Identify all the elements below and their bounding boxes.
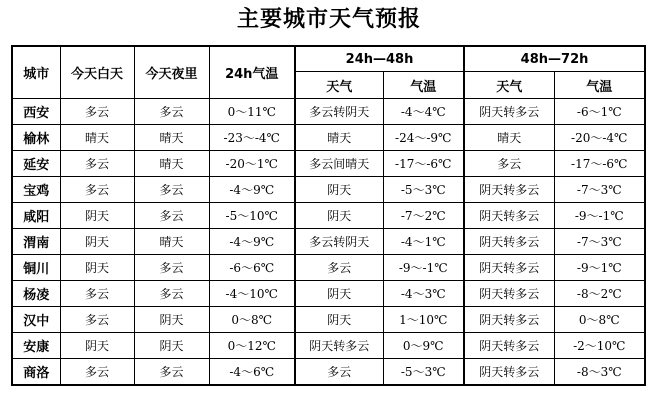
- weather-48-72: 阴天转多云: [464, 177, 554, 203]
- temp-24-48: -17～-6℃: [383, 151, 464, 177]
- temp-24h: 0～8℃: [209, 307, 295, 333]
- temp-24h: -6～6℃: [209, 255, 295, 281]
- page-title: 主要城市天气预报: [236, 7, 421, 32]
- weather-48-72: 阴天转多云: [464, 359, 554, 386]
- today-night-weather: 阴天: [134, 333, 209, 359]
- header-temp-72: 气温: [554, 72, 645, 99]
- city-name: 宝鸡: [12, 177, 60, 203]
- temp-24-48: -4～4℃: [383, 99, 464, 125]
- temp-48-72: -8～3℃: [554, 359, 645, 386]
- temp-48-72: -8～2℃: [554, 281, 645, 307]
- table-row: [12, 255, 645, 281]
- today-day-weather: 多云: [60, 281, 134, 307]
- weather-48-72: 晴天: [464, 125, 554, 151]
- header-weather-72: 天气: [464, 72, 554, 99]
- temp-48-72: -2～10℃: [554, 333, 645, 359]
- today-day-weather: 阴天: [60, 203, 134, 229]
- today-day-weather: 多云: [60, 359, 134, 386]
- city-name: 榆林: [12, 125, 60, 151]
- today-day-weather: 多云: [60, 177, 134, 203]
- city-name: 延安: [12, 151, 60, 177]
- temp-24h: -4～9℃: [209, 229, 295, 255]
- today-day-weather: 多云: [60, 99, 134, 125]
- weather-48-72: 阴天转多云: [464, 307, 554, 333]
- temp-24-48: -5～3℃: [383, 359, 464, 386]
- temp-24h: -23～-4℃: [209, 125, 295, 151]
- header-row-top: [12, 46, 645, 72]
- temp-48-72: -6～1℃: [554, 99, 645, 125]
- table-row: [12, 125, 645, 151]
- table-row: [12, 177, 645, 203]
- temp-24h: -4～6℃: [209, 359, 295, 386]
- weather-24-48: 多云间晴天: [295, 151, 383, 177]
- weather-24-48: 多云: [295, 255, 383, 281]
- weather-24-48: 阴天转多云: [295, 333, 383, 359]
- weather-24-48: 晴天: [295, 125, 383, 151]
- temp-48-72: -7～3℃: [554, 177, 645, 203]
- weather-24-48: 阴天: [295, 307, 383, 333]
- table-row: [12, 203, 645, 229]
- weather-24-48: 阴天: [295, 281, 383, 307]
- temp-48-72: -9～-1℃: [554, 203, 645, 229]
- today-night-weather: 多云: [134, 99, 209, 125]
- temp-24-48: -7～2℃: [383, 203, 464, 229]
- today-day-weather: 多云: [60, 307, 134, 333]
- table-row: [12, 151, 645, 177]
- weather-24-48: 阴天: [295, 177, 383, 203]
- city-name: 渭南: [12, 229, 60, 255]
- weather-48-72: 多云: [464, 151, 554, 177]
- table-row: [12, 333, 645, 359]
- header-weather-48: 天气: [295, 72, 383, 99]
- temp-24h: -4～10℃: [209, 281, 295, 307]
- today-night-weather: 多云: [134, 255, 209, 281]
- today-night-weather: 晴天: [134, 125, 209, 151]
- temp-48-72: -9～1℃: [554, 255, 645, 281]
- city-name: 汉中: [12, 307, 60, 333]
- table-row: [12, 281, 645, 307]
- forecast-table: [11, 45, 646, 386]
- temp-24-48: -24～-9℃: [383, 125, 464, 151]
- weather-48-72: 阴天转多云: [464, 99, 554, 125]
- temp-24-48: 1～10℃: [383, 307, 464, 333]
- temp-48-72: -7～3℃: [554, 229, 645, 255]
- table-row: [12, 229, 645, 255]
- today-day-weather: 阴天: [60, 229, 134, 255]
- weather-48-72: 阴天转多云: [464, 229, 554, 255]
- city-name: 咸阳: [12, 203, 60, 229]
- today-night-weather: 多云: [134, 359, 209, 386]
- header-range-48-72: 48h—72h: [464, 46, 645, 72]
- city-name: 安康: [12, 333, 60, 359]
- temp-24-48: -5～3℃: [383, 177, 464, 203]
- temp-24-48: -4～1℃: [383, 229, 464, 255]
- today-day-weather: 阴天: [60, 333, 134, 359]
- header-city: 城市: [12, 46, 60, 99]
- today-day-weather: 多云: [60, 151, 134, 177]
- today-night-weather: 晴天: [134, 151, 209, 177]
- weather-24-48: 多云转阴天: [295, 99, 383, 125]
- table-row: [12, 99, 645, 125]
- today-night-weather: 多云: [134, 203, 209, 229]
- weather-24-48: 多云转阴天: [295, 229, 383, 255]
- temp-48-72: 0～8℃: [554, 307, 645, 333]
- city-name: 西安: [12, 99, 60, 125]
- temp-48-72: -17～-6℃: [554, 151, 645, 177]
- weather-48-72: 阴天转多云: [464, 281, 554, 307]
- weather-24-48: 阴天: [295, 203, 383, 229]
- header-temp-48: 气温: [383, 72, 464, 99]
- temp-24-48: -4～3℃: [383, 281, 464, 307]
- today-night-weather: 晴天: [134, 229, 209, 255]
- temp-48-72: -20～-4℃: [554, 125, 645, 151]
- temp-24h: -20～1℃: [209, 151, 295, 177]
- today-night-weather: 多云: [134, 281, 209, 307]
- today-night-weather: 多云: [134, 177, 209, 203]
- header-24h-temp: 24h气温: [209, 46, 295, 99]
- temp-24h: 0～11℃: [209, 99, 295, 125]
- temp-24h: -5～10℃: [209, 203, 295, 229]
- weather-24-48: 多云: [295, 359, 383, 386]
- weather-48-72: 阴天转多云: [464, 255, 554, 281]
- header-range-24-48: 24h—48h: [295, 46, 464, 72]
- weather-48-72: 阴天转多云: [464, 203, 554, 229]
- forecast-body: [12, 99, 645, 386]
- temp-24-48: -9～-1℃: [383, 255, 464, 281]
- table-row: [12, 359, 645, 386]
- header-today-night: 今天夜里: [134, 46, 209, 99]
- today-day-weather: 晴天: [60, 125, 134, 151]
- temp-24h: -4～9℃: [209, 177, 295, 203]
- city-name: 铜川: [12, 255, 60, 281]
- table-row: [12, 307, 645, 333]
- city-name: 杨凌: [12, 281, 60, 307]
- temp-24h: 0～12℃: [209, 333, 295, 359]
- header-today-day: 今天白天: [60, 46, 134, 99]
- city-name: 商洛: [12, 359, 60, 386]
- today-day-weather: 阴天: [60, 255, 134, 281]
- today-night-weather: 阴天: [134, 307, 209, 333]
- weather-48-72: 阴天转多云: [464, 333, 554, 359]
- temp-24-48: 0～9℃: [383, 333, 464, 359]
